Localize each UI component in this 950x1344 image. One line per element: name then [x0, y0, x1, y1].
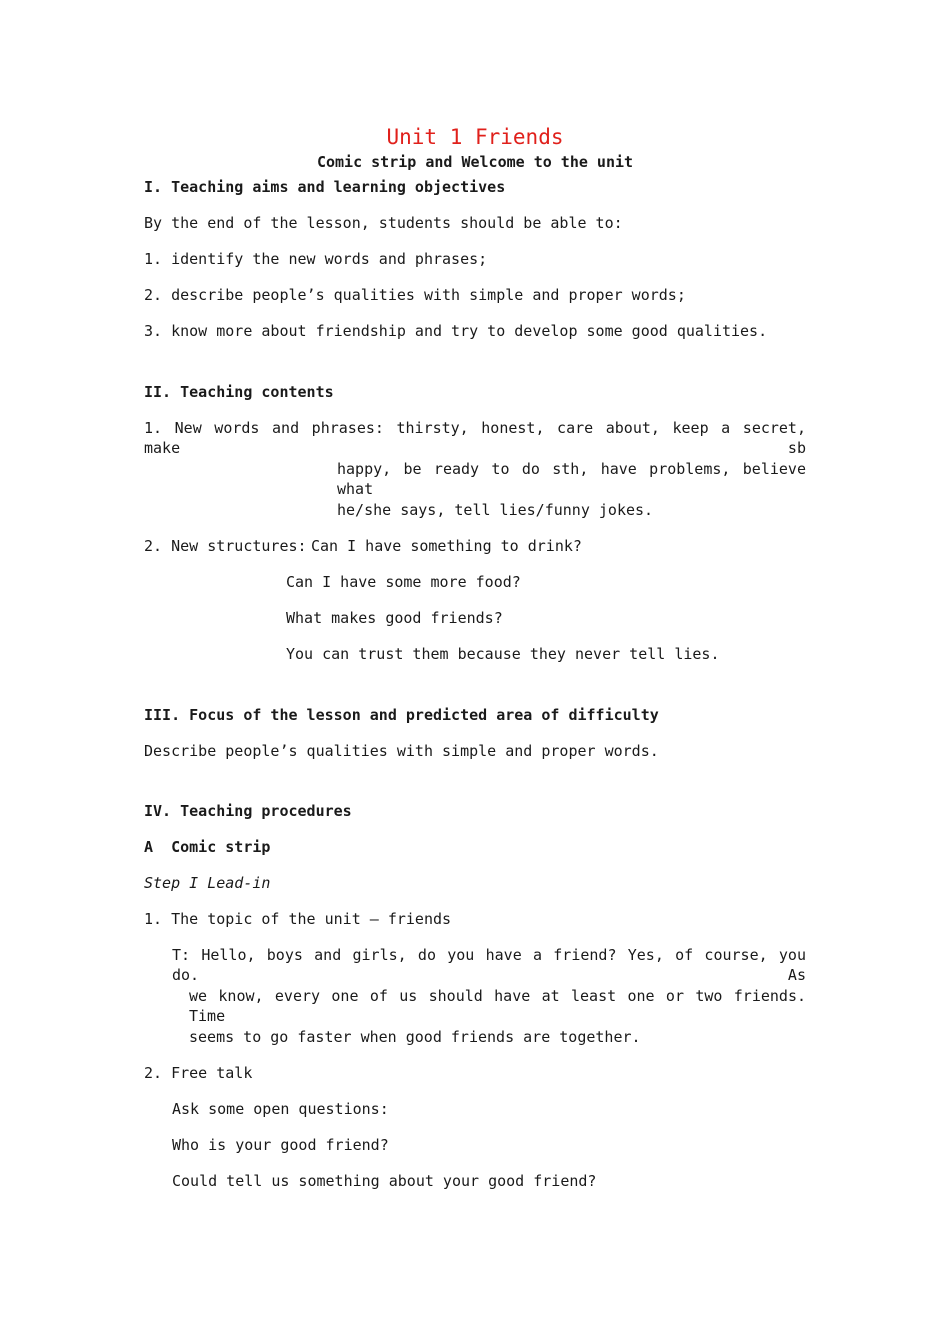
objective-item: 3. know more about friendship and try to develop some good qualities. — [144, 322, 768, 340]
document-subtitle: Comic strip and Welcome to the unit — [316, 153, 634, 171]
free-talk-line: Ask some open questions: — [172, 1100, 389, 1118]
section-3-heading: III. Focus of the lesson and predicted area of difficulty — [144, 706, 659, 724]
objective-item: 1. identify the new words and phrases; — [144, 250, 488, 268]
subsection-a-heading: A Comic strip — [144, 838, 271, 856]
contents-item-1-line-1: 1. New words and phrases: thirsty, honest, care about, keep a secret, make sb — [144, 419, 806, 457]
teacher-line-3: seems to go faster when good friends are together. — [189, 1028, 641, 1046]
section-4-heading: IV. Teaching procedures — [144, 802, 352, 820]
procedure-item-2: 2. Free talk — [144, 1064, 253, 1082]
contents-item-2-label: 2. New structures: — [144, 537, 307, 555]
teacher-line-1: T: Hello, boys and girls, do you have a friend? Yes, of course, you do. As — [172, 946, 806, 984]
section-1-heading: I. Teaching aims and learning objectives — [144, 178, 506, 196]
section-3-text: Describe people’s qualities with simple and proper words. — [144, 742, 659, 760]
structure-item: Can I have some more food? — [286, 573, 521, 591]
contents-item-1-line-2: happy, be ready to do sth, have problems, believe what — [337, 460, 806, 498]
free-talk-line: Who is your good friend? — [172, 1136, 389, 1154]
section-1-intro: By the end of the lesson, students should be able to: — [144, 214, 623, 232]
structure-item: What makes good friends? — [286, 609, 503, 627]
contents-item-1-line-3: he/she says, tell lies/funny jokes. — [337, 501, 654, 519]
step-1-heading: Step I Lead-in — [144, 874, 271, 892]
free-talk-line: Could tell us something about your good friend? — [172, 1172, 597, 1190]
teacher-line-2: we know, every one of us should have at least one or two friends. Time — [189, 987, 806, 1025]
procedure-item-1: 1. The topic of the unit — friends — [144, 910, 452, 928]
structure-item: You can trust them because they never tell lies. — [286, 645, 720, 663]
structure-item: Can I have something to drink? — [311, 537, 582, 555]
objective-item: 2. describe people’s qualities with simple and proper words; — [144, 286, 686, 304]
section-2-heading: II. Teaching contents — [144, 383, 334, 401]
document-title: Unit 1 Friends — [386, 125, 564, 149]
